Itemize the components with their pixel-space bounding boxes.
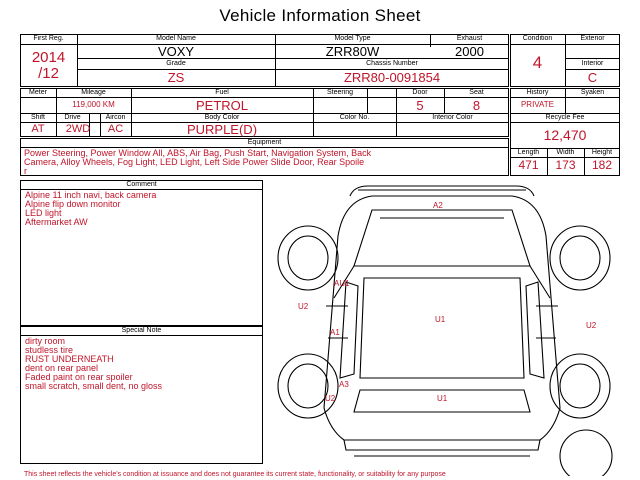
special-note-line: small scratch, small dent, no gloss [25,381,163,391]
damage-mark: A2 [433,201,443,210]
history-label: History [526,89,549,96]
fuel-value: PETROL [195,98,248,113]
damage-mark: U2 [586,321,597,330]
condition-label: Condition [522,35,553,42]
special-note-line: studless tire [25,345,74,355]
grade-value: ZS [167,70,185,85]
special-note-line: RUST UNDERNEATH [25,354,114,364]
comment-line: Alpine flip down monitor [25,199,121,209]
body-color-value: PURPLE(D) [186,122,258,137]
height-label: Height [591,149,613,156]
damage-mark: U2 [325,394,336,403]
door-value: 5 [416,98,424,113]
exhaust-value: 2000 [455,44,484,59]
interior-label: Interior [581,60,604,67]
length-label: Length [517,149,540,156]
interior-color-label: Interior Color [432,114,473,121]
special-note-label: Special Note [121,327,162,334]
recycle-fee-value: 12,470 [543,127,587,143]
shift-label: Shift [30,114,45,121]
interior-value: C [587,70,598,85]
mileage-value: 119,000 KM [72,100,115,109]
history-value: PRIVATE [520,100,555,109]
aircon-label: Aircon [105,114,126,121]
first-reg-month: /12 [38,65,59,82]
meter-label: Meter [29,89,47,96]
comment-line: Aftermarket AW [25,217,88,227]
mileage-label: Mileage [81,89,106,96]
comment-line: LED light [25,208,62,218]
damage-mark: U2 [298,302,309,311]
equipment-line-3: r [24,166,27,176]
equipment-line-1: Power Steering, Power Window All, ABS, Air Bag, Push Start, Navigation System, Back [24,148,372,158]
model-name-value: VOXY [157,44,195,59]
damage-mark: A3 [339,380,349,389]
steering-label: Steering [326,89,354,96]
first-reg-year: 2014 [31,49,66,66]
door-label: Door [412,89,428,96]
drive-value: 2WD [65,123,91,135]
equipment-label: Equipment [247,139,282,146]
special-note-line: dirty room [25,336,66,346]
exhaust-label: Exhaust [456,35,483,42]
chassis-value: ZRR80-0091854 [343,70,441,85]
seat-value: 8 [472,98,481,113]
grade-label: Grade [166,60,186,67]
model-type-label: Model Type [334,35,371,42]
car-damage-diagram [268,178,620,476]
first-reg-label: First Reg. [33,35,64,42]
comment-line: Alpine 11 inch navi, back camera [25,190,157,200]
equipment-line-2: Camera, Alloy Wheels, Fog Light, LED Light, Left Side Power Slide Door, Rear Spoile [24,157,365,167]
syaken-label: Syaken [580,89,605,96]
color-no-label: Color No. [339,114,370,121]
width-label: Width [556,149,575,156]
model-type-value: ZRR80W [325,44,380,59]
damage-mark: A1 [330,328,340,337]
body-color-label: Body Color [204,114,240,121]
shift-value: AT [31,123,45,135]
exterior-label: Exterior [580,35,605,42]
damage-mark: U1 [437,394,448,403]
fuel-label: Fuel [215,89,229,96]
condition-value: 4 [532,53,543,72]
disclaimer: This sheet reflects the vehicle's condition at issuance and does not guarantee its current state, functionality, or suitability for any purpose [24,471,446,478]
width-value: 173 [555,158,576,172]
special-note-line: Faded paint on rear spoiler [25,372,133,382]
sheet-title: Vehicle Information Sheet [219,6,421,25]
length-value: 471 [518,158,539,172]
seat-label: Seat [469,89,484,96]
damage-mark: AU1 [334,279,350,288]
aircon-value: AC [107,123,124,135]
special-note-line: dent on rear panel [25,363,99,373]
damage-mark: U1 [435,315,446,324]
model-name-label: Model Name [156,35,196,42]
height-value: 182 [591,158,613,172]
chassis-label: Chassis Number [366,60,418,67]
drive-label: Drive [64,114,81,121]
comment-label: Comment [126,181,157,188]
recycle-fee-label: Recycle Fee [545,114,585,121]
